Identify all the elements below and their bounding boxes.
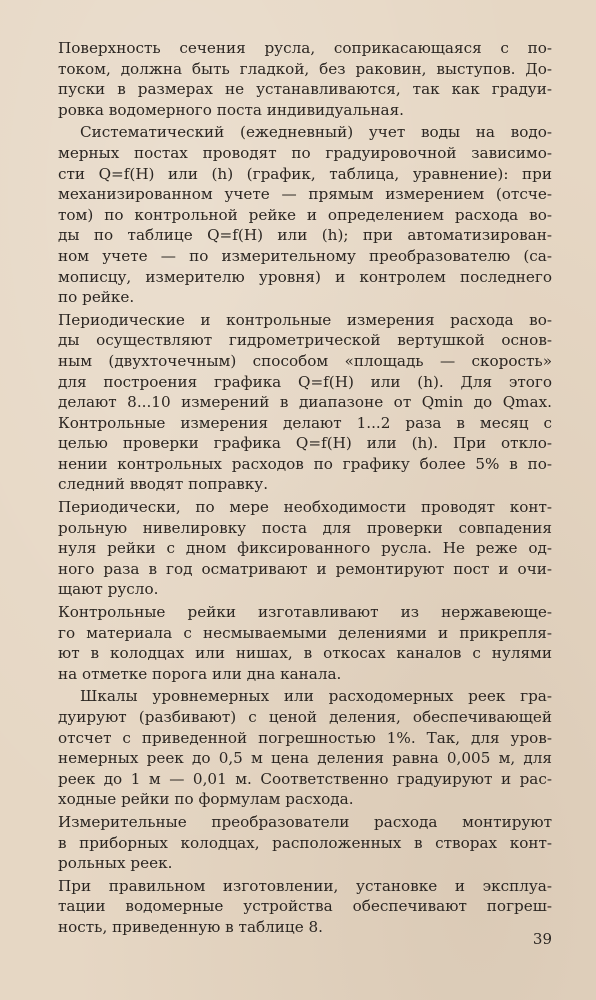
paragraph-8 bbox=[58, 876, 552, 938]
text-line: ном учете — по измерительному преобразователю (са- bbox=[58, 246, 552, 265]
text-line: ровка водомерного поста индивидуальная. bbox=[58, 100, 404, 119]
text-line: целью проверки графика Q=f(H) или (h). При откло- bbox=[58, 434, 552, 453]
text-line: следний вводят поправку. bbox=[58, 475, 269, 494]
text-line: мерных постах проводят по градуировочной зависимо- bbox=[58, 143, 552, 162]
text-line: ного раза в год осматривают и ремонтируют пост и очи- bbox=[58, 559, 552, 578]
text-line: для построения графика Q=f(H) или (h). Для этого bbox=[58, 372, 552, 391]
text-line: ным (двухточечным) способом «площадь — скорость» bbox=[58, 351, 552, 370]
text-line: Поверхность сечения русла, соприкасающаяся с по- bbox=[58, 39, 552, 57]
text-line: током, должна быть гладкой, без раковин, выступов. До- bbox=[58, 59, 552, 78]
text-line: ют в колодцах или нишах, в откосах каналов с нулями bbox=[58, 644, 552, 663]
text-line: Систематический (ежедневный) учет воды на водо- bbox=[80, 123, 552, 142]
text-line: Периодические и контрольные измерения расхода во- bbox=[58, 310, 552, 329]
text-line: механизированном учете — прямым измерением (отсче- bbox=[58, 185, 552, 204]
text-line: ды осуществляют гидрометрической вертушкой основ- bbox=[58, 331, 552, 350]
text-line: на отметке порога или дна канала. bbox=[58, 664, 342, 683]
paragraph-6 bbox=[58, 686, 552, 810]
text-line: Измерительные преобразователи расхода монтируют bbox=[58, 812, 552, 831]
text-line: Периодически, по мере необходимости проводят конт- bbox=[58, 498, 552, 517]
text-line: Шкалы уровнемерных или расходомерных реек гра- bbox=[80, 687, 552, 706]
text-line: рольных реек. bbox=[58, 854, 173, 873]
text-line: нуля рейки с дном фиксированного русла. Не реже од- bbox=[58, 539, 552, 558]
text-line: отсчет с приведенной погрешностью 1%. Так, для уров- bbox=[58, 728, 552, 747]
text-line: При правильном изготовлении, установке и эксплуа- bbox=[58, 876, 552, 895]
paragraph-7 bbox=[58, 812, 552, 874]
text-line: немерных реек до 0,5 м цена деления равна 0,005 м, для bbox=[58, 749, 552, 768]
text-line: ходные рейки по формулам расхода. bbox=[58, 790, 354, 809]
text-line: Контрольные измерения делают 1...2 раза в месяц с bbox=[58, 413, 552, 432]
paragraph-4 bbox=[58, 497, 552, 600]
text-line: щают русло. bbox=[58, 580, 159, 599]
text-line: нении контрольных расходов по графику более 5% в по- bbox=[58, 454, 552, 473]
text-line: дуируют (разбивают) с ценой деления, обеспечивающей bbox=[58, 708, 552, 726]
text-line: делают 8...10 измерений в диапазоне от Qmin до Qmax. bbox=[58, 393, 552, 412]
page-number: 39 bbox=[532, 930, 552, 948]
paragraph-3 bbox=[58, 310, 552, 495]
paragraph-5 bbox=[58, 602, 552, 684]
text-line: Контрольные рейки изготавливают из нержавеюще- bbox=[58, 603, 552, 622]
text-line: ность, приведенную в таблице 8. bbox=[58, 917, 323, 936]
text-line: по рейке. bbox=[58, 288, 135, 307]
text-line: сти Q=f(H) или (h) (график, таблица, уравнение): при bbox=[58, 164, 552, 183]
text-line: пуски в размерах не устанавливаются, так как градуи- bbox=[58, 80, 552, 99]
text-line: реек до 1 м — 0,01 м. Соответственно градуируют и рас- bbox=[58, 769, 552, 788]
text-line: мописцу, измерителю уровня) и контролем последнего bbox=[58, 267, 552, 286]
text-line: рольную нивелировку поста для проверки совпадения bbox=[58, 518, 552, 537]
paragraph-2 bbox=[58, 122, 552, 307]
text-line: в приборных колодцах, расположенных в створах конт- bbox=[58, 833, 552, 852]
paragraph-1 bbox=[58, 38, 552, 120]
text-line: ды по таблице Q=f(H) или (h); при автоматизирован- bbox=[58, 226, 552, 245]
text-line: го материала с несмываемыми делениями и прикрепля- bbox=[58, 623, 552, 642]
text-line: тации водомерные устройства обеспечивают погреш- bbox=[58, 897, 552, 916]
text-line: том) по контрольной рейке и определением расхода во- bbox=[58, 205, 552, 224]
